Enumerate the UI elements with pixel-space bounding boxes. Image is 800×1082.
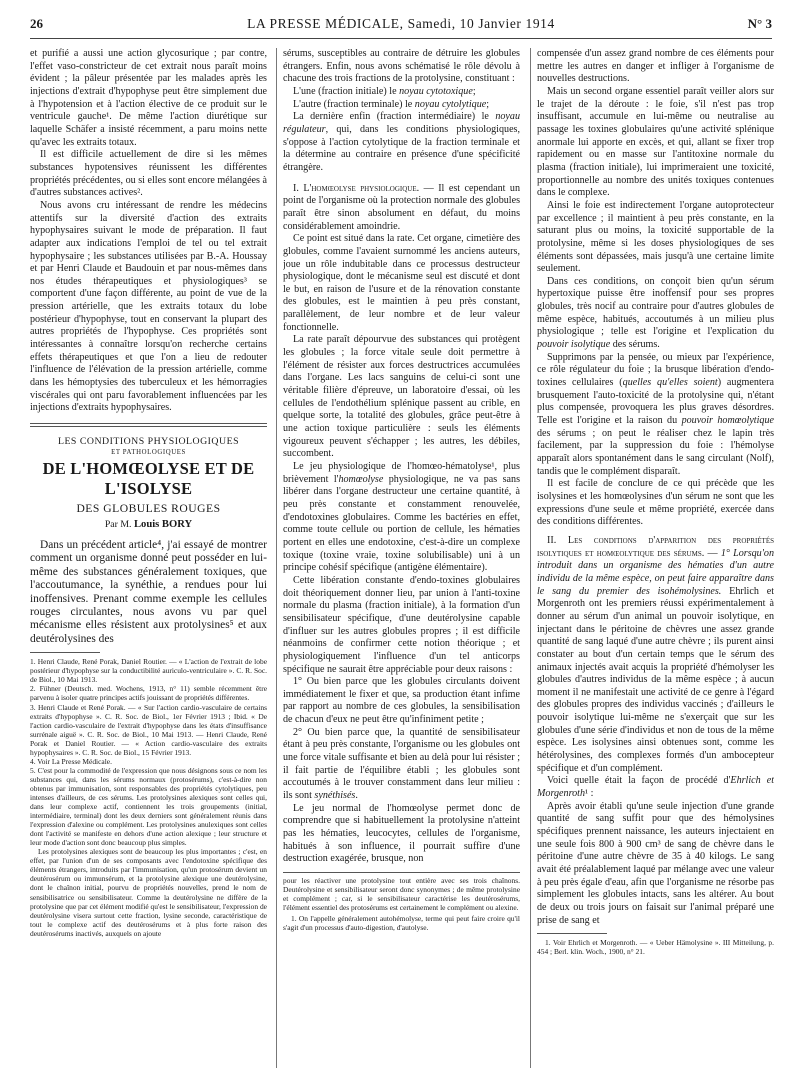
footnote-rule [283, 872, 520, 873]
section-heading: I. L'homœolyse physiologique. — [293, 182, 434, 194]
paragraph: La dernière enfin (fraction intermédiaire) le noyau régulateur, qui, dans les conditions physiologiques, s'oppose à l'action cytolytique de la fraction terminale et la détermine au contraire en présence d'une spécificité étrangère. [283, 111, 520, 173]
paragraph: L'autre (fraction terminale) le noyau cytolytique; [293, 98, 490, 110]
article-kicker-sub: ET PATHOLOGIQUES [111, 449, 186, 457]
issue-number: N° 3 [747, 16, 772, 31]
section-heading: II. Les conditions d'apparition des propriétés isolytiques et homœolytique des sérums. — [537, 534, 774, 559]
footnote: 1. On l'appelle généralement autohémolyse, terme qui peut faire croire qu'il s'agit d'un processus d'auto-digestion, d'autolyse. [283, 914, 520, 933]
article-heading [30, 436, 267, 530]
section-heading-paragraph: I. L'homœolyse physiologique. — Il est cependant un point de l'organisme où la protection normale des globules paraît être sinon absolument en défaut, du moins considérablement amoindrie. [283, 182, 520, 232]
footnote: 5. C'est pour la commodité de l'expression que nous désignons sous ce nom les substances qui, dans les sérums normaux (protosérums), c'est-à-dire non obtenus par immunisation, sont responsables des propriétés cytolytiques, peu intenses d'ailleurs, de ces sérums. Les protolysines alexiques sont celles qui, dans leur complexe actif, contiennent les trois groupements (initial, intermédiaire, terminal) dont les deux derniers sont généralement réunis dans l'expression d'alexine ou complément. Les protolysines anulexiques sont celles dont l'activité se manifeste en dehors d'une action alexique ; leur structure et leur mode d'action sont donc beaucoup plus simples. [30, 765, 267, 848]
column-left [30, 48, 267, 1076]
paragraph: Ainsi le foie est indirectement l'organe autoprotecteur par excellence ; il maintient à peu près constante, en la saturant plus ou moins, la toxicité supportable de la protolysine, même si les doses physiologiques de ses éléments sont dépassées, mais jusqu'à une certaine limite seulement. [537, 199, 774, 275]
footnote: 1. Henri Claude, René Porak, Daniel Routier. — « L'action de l'extrait de lobe postérieur d'hypophyse sur la conductibilité auriculo-ventriculaire ». C. R. Soc. de Biol., 10 Mai 1913. [30, 657, 267, 685]
article-subtitle: DES GLOBULES ROUGES [76, 502, 221, 516]
running-header [30, 16, 772, 39]
paragraph: et purifié a aussi une action glycosurique ; par contre, l'effet vaso-constricteur de cet extrait nous paraît moins évident ; la pâleur présentée par les malades après les injections d'extrait d'hypophyse peut être simplement due à l'hypotension et à l'action élective de ce produit sur le ventricule gauche¹. De même l'action diurétique sur laquelle Schäfer a insisté récemment, a paru moins nette qu'avec les extraits totaux. [30, 48, 267, 148]
article-lead-paragraph: Dans un précédent article⁴, j'ai essayé de montrer comment un organisme donné peut posséder en lui-même des substances généralement toxiques, que l'accoutumance, la synéthie, a rendues pour lui inoffensives. Prenant comme exemple les cellules rouges circulantes, nous avons vu par quel mécanisme elles résistent aux protolysines⁵ et aux deutérolysines des [30, 539, 267, 645]
paragraph: Mais un second organe essentiel paraît veiller alors sur le trajet de la déroute : le foie, s'il n'est pas trop insuffisant, accumule en lui-même ou neutralise au passage les toxines globulaires qu'une activité splénique anormale lui apporte en excès, et qui, allant se fixer trop rapidement ou en masse sur l'antitoxine normale du plasma (fraction initiale), lui imprimeraient une toxicité, proportionnelle au nombre des unités toxiques contenues dans le complexe. [537, 85, 774, 199]
footnote: 3. Henri Claude et René Porak. — « Sur l'action cardio-vasculaire de certains extraits d'hypophyse ». C. R. Soc. de Biol., 1er Février 1913 ; Ibid. « De l'action cardio-vasculaire de l'extrait d'hypophyse dans les états d'insuffisance surrénale aiguë ». C. R. Soc. de Biol., 10 Mai 1913. — Henri Claude, René Porak et Daniel Routier. — « Action cardio-vasculaire des extraits hypophysaires ». C. R. Soc. de Biol., 15 Février 1913. [30, 702, 267, 757]
article-title: DE L'HOMŒOLYSE ET DE L'ISOLYSE [42, 459, 255, 499]
paragraph: 1° Ou bien parce que les globules circulants doivent immédiatement le fixer et que, sa production étant infime par rapport au nombre de ces globules, la sensibilisation de chacun d'eux ne peut être qu'infiniment petite ; [283, 676, 520, 726]
footnote: 2. Fühner (Deutsch. med. Wochens, 1913, n° 11) semble récemment être parvenu à isoler quatre principes actifs jouissant de propriétés différentes. [30, 684, 267, 703]
paragraph: Le jeu normal de l'homœolyse permet donc de comprendre que si habituellement la protolysine n'atteint pas les hématies, leucocytes, cellules de l'organisme, habitués à son influence, il pourrait suffire d'une destruction exagérée, brusque, non [283, 802, 520, 865]
article-kicker: LES CONDITIONS PHYSIOLOGIQUES [57, 436, 240, 448]
paragraph: Après avoir établi qu'une seule injection d'une grande quantité de sang suffit pour que des hémolysines spécifiques prennent naissance, les auteurs injectaient en une seule fois 800 à 900 cm³ de sang de chèvre dans le péritoine d'une autre chèvre de 35 à 40 kilogs. Le sang avait été préalablement laqué par mélange avec une valeur à peu près égale d'eau, afin que l'organisme ne résorbe pas simplement les globules intacts, sans les altérer. Au bout de deux ou trois jours on faisait sur l'animal préparé une prise de sang et [537, 800, 774, 926]
column-middle [283, 48, 520, 1076]
paragraph: Nous avons cru intéressant de rendre les médecins attentifs sur la diversité d'action des extraits hypophysaires suivant le mode de préparation. Il faut adapter aux indications l'emploi de tel ou tel extrait hypophysaire ; les substances utilisées par B.-A. Houssay et par Henri Claude et Baudouin et par nous-mêmes dans nos études thérapeutiques et physiologiques³ se comportent d'une façon différente, au point de vue de la pression artérielle, que les extraits totaux du lobe postérieur d'hypophyse, tout en conservant la plupart des autres propriétés de l'hypophyse. Ces propriétés sont intéressantes à connaître lorsqu'on recherche certains effets thérapeutiques et que l'on a lieu de redouter l'influence de l'élévation de la pression artérielle, comme dans les hémoptysies des tuberculeux et les hémorragies viscérales qui ont paru favorablement influencées par les injections d'extraits hypophysaires. [30, 199, 267, 414]
column-rule [276, 48, 277, 1068]
paragraph: Cette libération constante d'endo-toxines globulaires doit théoriquement donner lieu, par union à l'anti-toxine normale du plasma (fraction initiale), à la formation d'un sensibilisateur spécifique, d'une deutérolysine capable d'influer sur les autres globules propres ; il est difficile néanmoins de confirmer cette notion théorique ; et physiologiquement l'influence d'un tel anticorps spécifique ne saurait être appréciable pour deux raisons : [283, 574, 520, 675]
paragraph: La rate paraît dépourvue des substances qui protègent les globules ; la force vitale seule doit permettre à l'élément de résister aux forces destructrices accumulées dans l'organe. Les lacs sanguins de celui-ci sont une véritable filière d'épreuve, un laboratoire d'essai, où les cellules de l'endothélium splénique passent au crible, en quelque sorte, la totalité des globules, grâce peut-être à une action toxique particulière : seuls les éléments vigoureux peuvent s'échapper ; les autres, les débiles, succombent. [283, 334, 520, 460]
footnote-rule [537, 933, 607, 934]
paragraph: Le jeu physiologique de l'homœo-hématolyse¹, plus brièvement l'homœolyse physiologique, ne va pas sans libérer dans l'organe destructeur une certaine quantité, à peu près constante et constamment renouvelée, d'endotoxines globulaires. Comme les bactéries en effet, comme toute cellule ou portion de cellule, les hématies portent en elles une endotoxine, c'est-à-dire un complexe toxique (toxine vraie, toxine solubilisable) uni à un principe cohésif spécifique (antigène élémentaire). [283, 461, 520, 574]
page-number: 26 [30, 16, 43, 31]
paragraph: sérums, susceptibles au contraire de détruire les globules étrangers. Enfin, nous avons schématisé le rôle dévolu à chacune des trois fractions de la protolysine, constituant : [283, 48, 520, 85]
footnote: 1. Voir Ehrlich et Morgenroth. — « Ueber Hämolysine ». III Mitteilung, p. 454 ; Berl. klin. Woch., 1900, n° 21. [537, 938, 774, 957]
author-name: Louis BORY [133, 519, 193, 531]
footnote: Les protolysines alexiques sont de beaucoup les plus importantes ; c'est, en effet, par l'union d'un de ses composants avec l'endotoxine spécifique des éléments étrangers, introduits par l'immunisation, qu'un protosérum devient un deutérosérum ou immunsérum, et la protolysine alexique une deutérolysine, dont le chaînon initial, pourvu de propriétés nouvelles, prend le nom de sensibilisatrice ou sensibilisateur. Comme la deutérolysine ne diffère de la protolysine que par cet élément modifié qu'est le sensibilisateur, l'expression de deutérolysine visera surtout cette fraction, lysine seconde, caractéristique de tout le complexe actif des deutérosérums et à plus forte raison des deutérosérums inactivés, auxquels on ajoute [30, 847, 267, 938]
byline [30, 519, 267, 530]
article-separator [30, 423, 267, 427]
paragraph: Il est facile de conclure de ce qui précède que les isolysines et les homœolysines d'un sérum ne sont que les expressions d'une seule et même propriété, exercée dans des conditions différentes. [537, 478, 774, 528]
paragraph: Voici quelle était la façon de procédé d'Ehrlich et Morgenroth¹ : [537, 775, 774, 800]
section-heading-paragraph: II. Les conditions d'apparition des propriétés isolytiques et homœolytique des sérums. — 1° Lorsqu'on introduit dans un organisme des hématies d'un autre individu de la même espèce, on peut faire apparaître dans le sang du premier des isohémolysines. Ehrlich et Morgenroth ont les premiers réussi expérimentalement à donner au sérum d'un animal un pouvoir isolytique, en injectant dans le péritoine de chèvres une assez grande quantité de sang laqué d'une autre chèvre ; ils purent ainsi constater au bout d'un certain temps que le sérum des animaux injectés avait acquis la propriété d'hémolyser les globules d'autres individus de la même espèce ; à aucun moment il ne manifestait une activité de ce genre à l'égard des globules propres des individus vaccinés ; d'ailleurs le pouvoir isolytique lui-même ne s'exerçait que sur les globules d'une série d'individus et non de tous de la même espèce. Les isolysines ainsi obtenues sont, comme les hétérolysines, des complexes formés d'un ambocepteur spécifique et d'un complément. [537, 534, 774, 774]
footnote-continuation: pour les réactiver une protolysine tout entière avec ses trois chaînons. Deutérolysine et sensibilisateur seront donc synonymes ; de même protolysine et complément ; car, si le sensibilisateur caractérise les deutérosérums, l'élément essentiel des protosérums est certainement le complément ou alexine. [283, 876, 520, 913]
column-right [537, 48, 774, 1076]
paragraph: 2° Ou bien parce que, la quantité de sensibilisateur étant à peu près constante, l'organisme ou les globules ont une force vitale suffisante et bien au delà pour lui résister ; il fait partie de l'équilibre établi ; les globules sont accoutumés à le trouver constamment dans leur milieu : ils sont synéthisés. [283, 726, 520, 802]
paragraph: L'une (fraction initiale) le noyau cytotoxique; [293, 85, 476, 97]
paragraph: Il est difficile actuellement de dire si les mêmes substances hypotensives réunissent les différentes propriétés précédentes, ou si elles sont encore mélangées à d'autres substances actives². [30, 149, 267, 199]
footnote-rule [30, 652, 100, 653]
paragraph: compensée d'un assez grand nombre de ces éléments pour mettre les autres en danger et infliger à l'organisme de nouvelles destructions. [537, 48, 774, 85]
byline-prefix: Par M. [104, 519, 132, 531]
paragraph: Ce point est situé dans la rate. Cet organe, cimetière des globules, comme l'avaient surnommé les anciens auteurs, joue un rôle indubitable dans ce processus destructeur physiologique, dont le mécanisme seul est discuté et dont le but, en raison de l'usure et de la rénovation constante des globules, est le maintien à peu près constant, parallèlement, de leur nombre et de leur valeur fonctionnelle. [283, 233, 520, 333]
footnote: 4. Voir La Presse Médicale. [30, 756, 112, 766]
paragraph: Dans ces conditions, on conçoit bien qu'un sérum hypertoxique puisse être inoffensif pour ses propres globules, très nocif au contraire pour d'autres globules de même espèce, habitués, accoutumés à un milieu plus physiologique ; telle est l'origine et l'explication du pouvoir isolytique des sérums. [537, 275, 774, 351]
journal-title: LA PRESSE MÉDICALE, Samedi, 10 Janvier 1914 [247, 16, 555, 31]
column-rule [530, 48, 531, 1068]
paragraph: Supprimons par la pensée, ou mieux par l'expérience, ce rôle régulateur du foie ; la brusque libération d'endo-toxines cellulaires (quelles qu'elles soient) augmentera brusquement l'auto-toxicité de la protolysine qui, n'étant plus compensée, provoquera les plus graves désordres. Telle est l'origine et la raison du pouvoir homœolytique des sérums ; on peut le réaliser chez le lapin très facilement, par la suppression du foie : l'hémolyse apparaît alors spontanément dans le sang circulant (Nolf), tandis que le complément disparaît. [537, 351, 774, 477]
